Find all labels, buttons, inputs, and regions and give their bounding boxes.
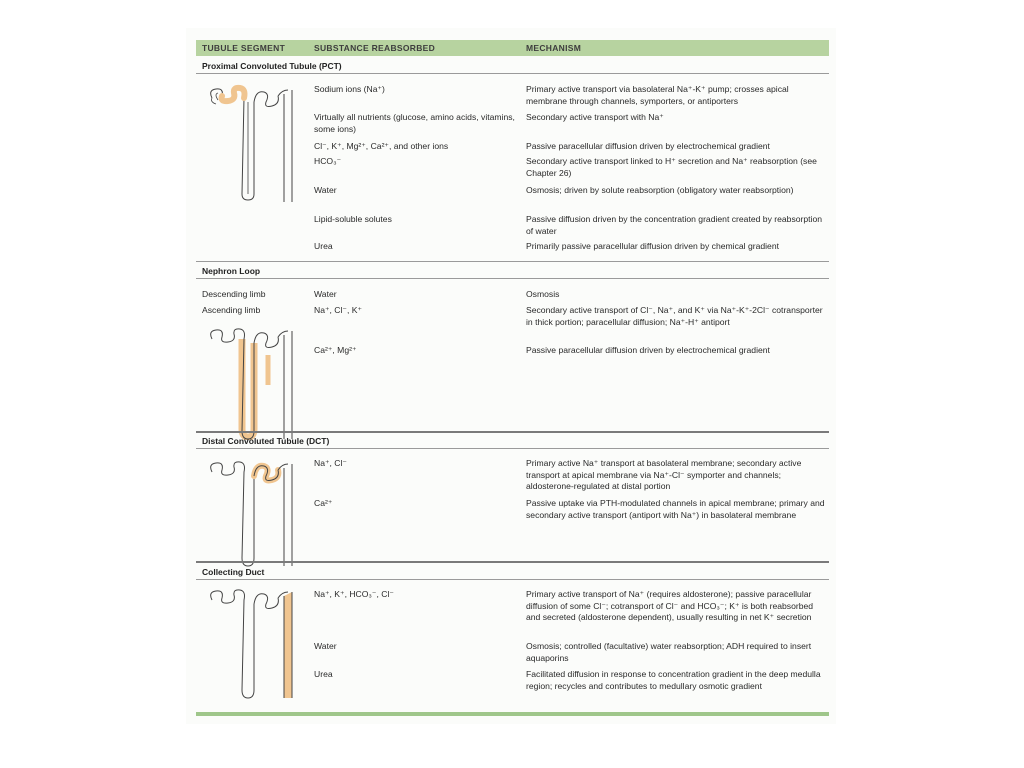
loop-mechanism-1: Osmosis bbox=[526, 289, 560, 299]
pct-substance-7: Urea bbox=[314, 241, 333, 251]
dct-mechanism-1: Primary active Na⁺ transport at basolateral membrane; secondary active transport at apical membrane via Na⁺-Cl⁻ symporter and channels; aldosterone-regulated at distal portion bbox=[526, 458, 802, 491]
cd-substance-3: Urea bbox=[314, 669, 333, 679]
nephron-diagram-cd bbox=[208, 586, 300, 701]
nephron-diagram-loop bbox=[208, 325, 300, 440]
loop-mechanism-3: Passive paracellular diffusion driven by electrochemical gradient bbox=[526, 345, 770, 355]
loop-mechanism-2: Secondary active transport of Cl⁻, Na⁺, and K⁺ via Na⁺-K⁺-2Cl⁻ cotransporter in thick portion; paracellular diffusion; Na⁺-H⁺ antiport bbox=[526, 305, 823, 327]
header-tubule-segment: TUBULE SEGMENT bbox=[202, 43, 286, 53]
cd-mechanism-1: Primary active transport of Na⁺ (requires aldosterone); passive paracellular diffusion of some Cl⁻; cotransport of Cl⁻ and HCO₃⁻; K⁺ is both reabsorbed and secreted (aldosterone dependent), usually resulting in net K⁺ secretion bbox=[526, 589, 814, 622]
loop-substance-3: Ca²⁺, Mg²⁺ bbox=[314, 345, 357, 355]
pct-substance-1: Sodium ions (Na⁺) bbox=[314, 84, 385, 94]
divider bbox=[196, 73, 829, 74]
dct-substance-2: Ca²⁺ bbox=[314, 498, 333, 508]
header-mechanism: MECHANISM bbox=[526, 43, 582, 53]
divider bbox=[196, 579, 829, 580]
loop-segment-descending: Descending limb bbox=[202, 289, 266, 299]
nephron-diagram-dct bbox=[208, 458, 300, 568]
header-substance: SUBSTANCE REABSORBED bbox=[314, 43, 436, 53]
pct-mechanism-3: Passive paracellular diffusion driven by electrochemical gradient bbox=[526, 141, 770, 151]
pct-substance-6: Lipid-soluble solutes bbox=[314, 214, 392, 224]
pct-mechanism-1: Primary active transport via basolateral Na⁺-K⁺ pump; crosses apical membrane through channels, symporters, or antiporters bbox=[526, 84, 789, 106]
dct-mechanism-2: Passive uptake via PTH-modulated channels in apical membrane; primary and secondary active transport (antiport with Na⁺) in basolateral membrane bbox=[526, 498, 825, 520]
pct-substance-3: Cl⁻, K⁺, Mg²⁺, Ca²⁺, and other ions bbox=[314, 141, 449, 151]
divider bbox=[196, 261, 829, 262]
section-title-cd: Collecting Duct bbox=[202, 567, 265, 577]
pct-mechanism-4: Secondary active transport linked to H⁺ secretion and Na⁺ reabsorption (see Chapter 26) bbox=[526, 156, 817, 178]
nephron-diagram-pct bbox=[208, 84, 300, 204]
pct-substance-5: Water bbox=[314, 185, 337, 195]
loop-substance-2: Na⁺, Cl⁻, K⁺ bbox=[314, 305, 362, 315]
divider bbox=[196, 448, 829, 449]
pct-mechanism-6: Passive diffusion driven by the concentration gradient created by reabsorption of water bbox=[526, 214, 823, 236]
divider bbox=[196, 431, 829, 433]
section-title-dct: Distal Convoluted Tubule (DCT) bbox=[202, 436, 330, 446]
cd-substance-2: Water bbox=[314, 641, 337, 651]
pct-mechanism-5: Osmosis; driven by solute reabsorption (obligatory water reabsorption) bbox=[526, 185, 794, 195]
section-title-loop: Nephron Loop bbox=[202, 266, 261, 276]
cd-mechanism-2: Osmosis; controlled (facultative) water reabsorption; ADH required to insert aquaporins bbox=[526, 641, 812, 663]
loop-segment-ascending: Ascending limb bbox=[202, 305, 261, 315]
divider bbox=[196, 278, 829, 279]
table-header bbox=[196, 40, 829, 56]
section-title-pct: Proximal Convoluted Tubule (PCT) bbox=[202, 61, 342, 71]
pct-substance-2: Virtually all nutrients (glucose, amino acids, vitamins, some ions) bbox=[314, 112, 515, 134]
pct-mechanism-7: Primarily passive paracellular diffusion driven by chemical gradient bbox=[526, 241, 779, 251]
loop-substance-1: Water bbox=[314, 289, 337, 299]
dct-substance-1: Na⁺, Cl⁻ bbox=[314, 458, 347, 468]
divider bbox=[196, 561, 829, 563]
pct-mechanism-2: Secondary active transport with Na⁺ bbox=[526, 112, 664, 122]
cd-substance-1: Na⁺, K⁺, HCO₃⁻, Cl⁻ bbox=[314, 589, 394, 599]
pct-substance-4: HCO₃⁻ bbox=[314, 156, 342, 166]
cd-mechanism-3: Facilitated diffusion in response to concentration gradient in the deep medulla region; recycles and contributes to medullary osmotic gradient bbox=[526, 669, 821, 691]
table-footer-bar bbox=[196, 712, 829, 716]
